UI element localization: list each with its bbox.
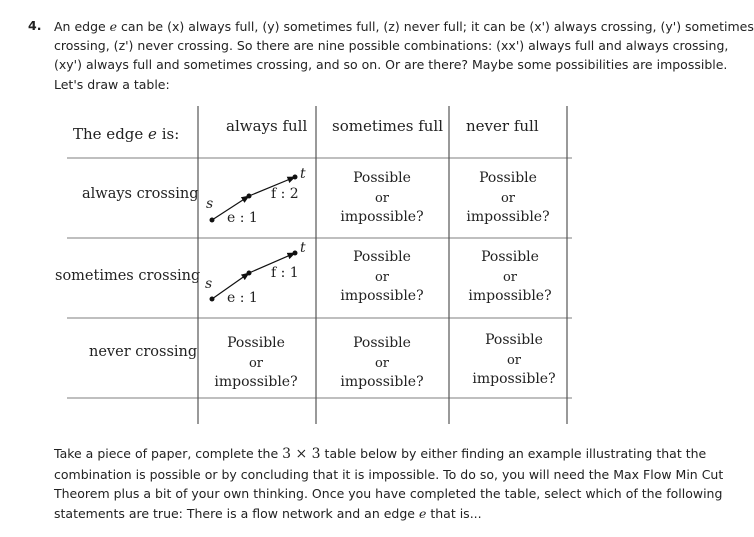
graph1-s-label: s (206, 196, 214, 212)
intro-line-1: An edge e can be (x) always full, (y) sometimes full, (z) never full; it can be (x') always crossing, (y') sometimes (54, 19, 754, 34)
outro-line-2: combination is possible or by concluding that it is impossible. To do so, you will need the Max Flow Min Cut (54, 466, 724, 482)
cell-r3-c1: Possible or impossible? (214, 335, 298, 390)
graph2-f-label: f : 1 (271, 265, 299, 281)
cell-r2-c2: Possible or impossible? (340, 249, 424, 304)
cell-r3-c3: Possible or impossible? (472, 332, 556, 387)
node-mid-row2 (247, 271, 252, 276)
cell-r1-c3: Possible or impossible? (466, 170, 550, 225)
col-header-always-full: always full (226, 117, 308, 135)
outro-line-3: Theorem plus a bit of your own thinking. Once you have completed the table, select which of the following (54, 486, 723, 502)
question-intro (54, 17, 754, 94)
table-corner-label: The edge e is: (73, 125, 180, 143)
cell-r2-c3: Possible or impossible? (468, 249, 552, 304)
graph1-e-label: e : 1 (227, 210, 258, 226)
graph2-e-label: e : 1 (227, 290, 258, 306)
node-mid-row1 (247, 194, 252, 199)
cell-r1-c2: Possible or impossible? (340, 170, 424, 225)
graph1-t-label: t (300, 166, 306, 182)
row-header-sometimes-crossing: sometimes crossing (55, 268, 201, 284)
col-header-never-full: never full (466, 117, 539, 135)
node-sink-row1 (293, 175, 298, 180)
col-header-sometimes-full: sometimes full (332, 117, 444, 135)
node-source-row2 (210, 297, 215, 302)
question-number: 4. (28, 18, 42, 33)
row-header-always-crossing: always crossing (82, 186, 199, 202)
graph2-t-label: t (300, 240, 306, 256)
node-sink-row2 (293, 251, 298, 256)
instructions-paragraph (54, 444, 724, 523)
graph1-f-label: f : 2 (271, 186, 299, 202)
node-source-row1 (210, 218, 215, 223)
intro-line-2: crossing, (z') never crossing. So there are nine possible combinations: (xx') always full and always crossing, (54, 38, 729, 54)
outro-line-4: statements are true: There is a flow network and an edge e that is... (54, 505, 482, 521)
intro-line-3: (xy') always full and sometimes crossing, and so on. Or are there? Maybe some possibilities are impossible. (54, 57, 728, 73)
intro-line-4: Let's draw a table: (54, 76, 170, 92)
row-header-never-crossing: never crossing (89, 344, 198, 360)
cell-r3-c2: Possible or impossible? (340, 335, 424, 390)
graph2-s-label: s (205, 276, 213, 292)
outro-line-1: Take a piece of paper, complete the 3 × 3 table below by either finding an example illustrating that the (54, 446, 707, 462)
